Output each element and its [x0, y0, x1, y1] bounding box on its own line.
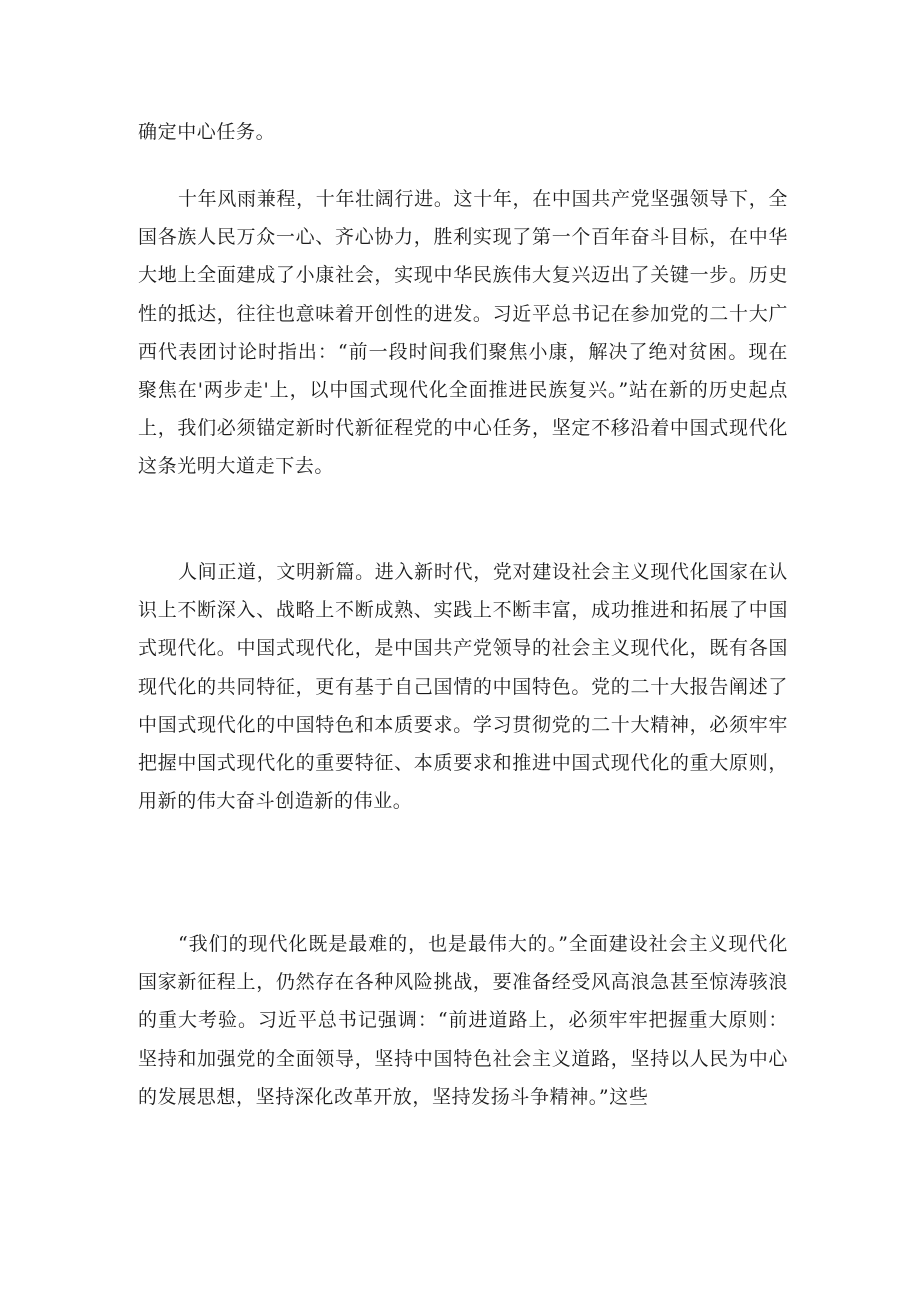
paragraph-ten-years: 十年风雨兼程，十年壮阔行进。这十年，在中国共产党坚强领导下，全国各族人民万众一心、齐心协力，胜利实现了第一个百年奋斗目标，在中华大地上全面建成了小康社会，实现中华民族伟大复兴迈出了关键一步。历史性的抵达，往往也意味着开创性的进发。习近平总书记在参加党的二十大广西代表团讨论时指出：“前一段时间我们聚焦小康，解决了绝对贫困。现在聚焦在'两步走'上，以中国式现代化全面推进民族复兴。”站在新的历史起点上，我们必须锚定新时代新征程党的中心任务，坚定不移沿着中国式现代化这条光明大道走下去。: [138, 188, 788, 478]
paragraph-intro-tail: 确定中心任务。: [138, 121, 276, 143]
paragraph-civilization: 人间正道，文明新篇。进入新时代，党对建设社会主义现代化国家在认识上不断深入、战略上不断成熟、实践上不断丰富，成功推进和拓展了中国式现代化。中国式现代化，是中国共产党领导的社会主义现代化，既有各国现代化的共同特征，更有基于自己国情的中国特色。党的二十大报告阐述了中国式现代化的中国特色和本质要求。学习贯彻党的二十大精神，必须牢牢把握中国式现代化的重要特征、本质要求和推进中国式现代化的重大原则，用新的伟大奋斗创造新的伟业。: [138, 561, 788, 813]
paragraph-principles: “我们的现代化既是最难的，也是最伟大的。”全面建设社会主义现代化国家新征程上，仍然存在各种风险挑战，要准备经受风高浪急甚至惊涛骇浪的重大考验。习近平总书记强调：“前进道路上，必须牢牢把握重大原则：坚持和加强党的全面领导，坚持中国特色社会主义道路，坚持以人民为中心的发展思想，坚持深化改革开放，坚持发扬斗争精神。”这些: [138, 933, 788, 1108]
